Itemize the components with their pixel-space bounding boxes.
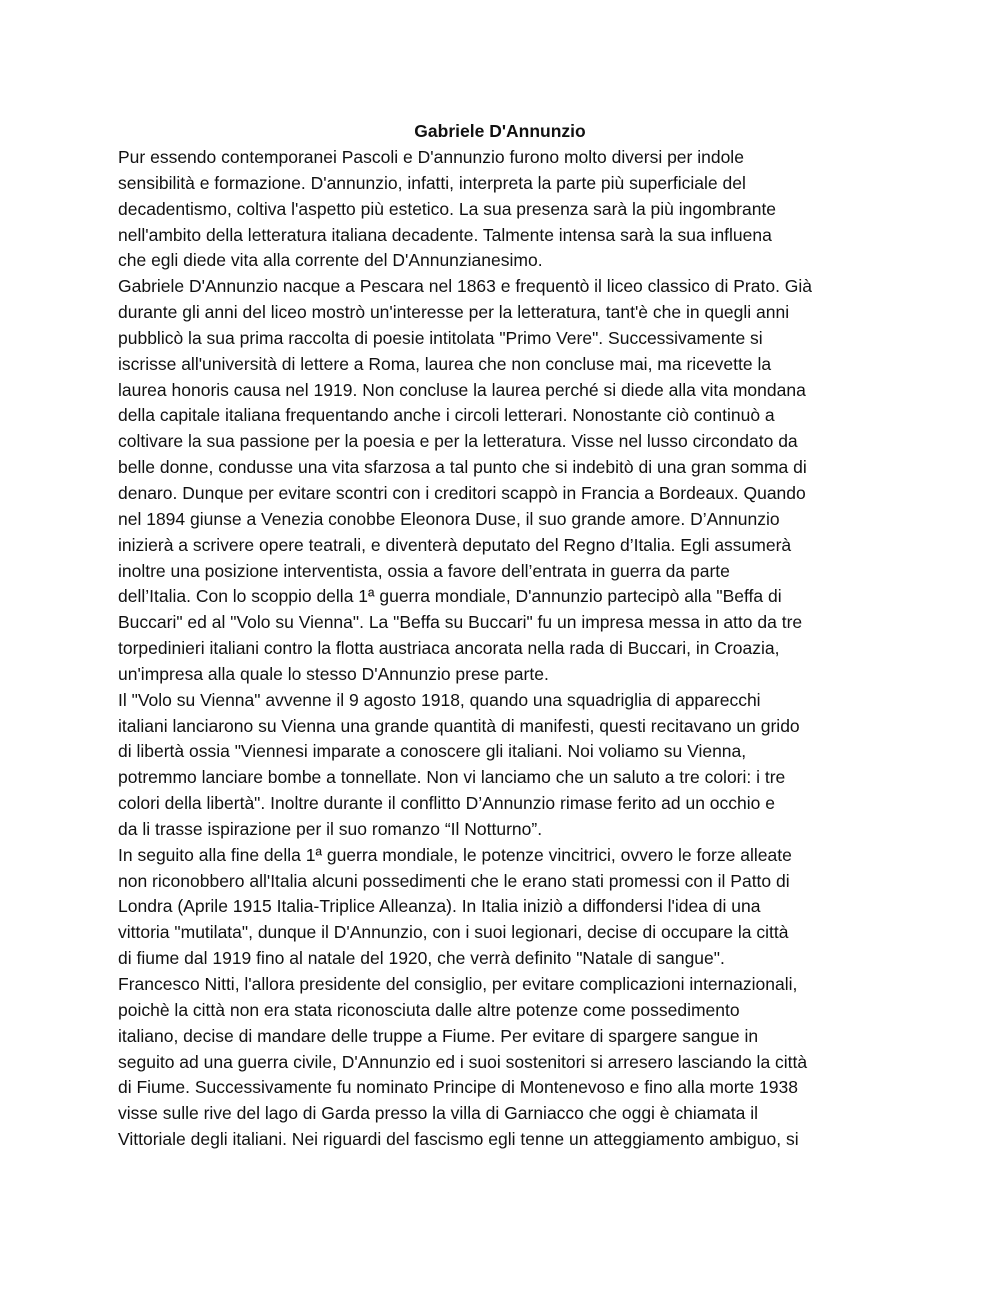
body-text-line: iscrisse all'università di lettere a Roma, laurea che non concluse mai, ma ricevette la: [118, 353, 772, 374]
body-text-line: visse sulle rive del lago di Garda presso la villa di Garniacco che oggi è chiamata il: [118, 1103, 759, 1124]
body-text-line: torpedinieri italiani contro la flotta austriaca ancorata nella rada di Buccari, in Croazia,: [118, 638, 780, 659]
body-text-line: vittoria "mutilata", dunque il D'Annunzio, con i suoi legionari, decise di occupare la città: [118, 922, 789, 943]
body-text-line: della capitale italiana frequentando anche i circoli letterari. Nonostante ciò continuò a: [118, 405, 775, 426]
body-text-line: pubblicò la sua prima raccolta di poesie intitolata "Primo Vere". Successivamente si: [118, 327, 763, 348]
body-text-line: In seguito alla fine della 1ª guerra mondiale, le potenze vincitrici, ovvero le forze alleate: [118, 844, 792, 865]
body-text-line: italiano, decise di mandare delle truppe a Fiume. Per evitare di spargere sangue in: [118, 1025, 759, 1046]
body-text-line: italiani lanciarono su Vienna una grande quantità di manifesti, questi recitavano un grido: [118, 715, 800, 736]
body-text-line: Pur essendo contemporanei Pascoli e D'annunzio furono molto diversi per indole: [118, 147, 744, 167]
body-text-line: di fiume dal 1919 fino al natale del 1920, che verrà definito "Natale di sangue".: [118, 948, 725, 969]
body-text-line: un'impresa alla quale lo stesso D'Annunzio prese parte.: [118, 663, 549, 684]
body-text-line: di Fiume. Successivamente fu nominato Principe di Montenevoso e fino alla morte 1938: [118, 1077, 798, 1098]
body-text-line: poichè la città non era stata riconosciuta dalle altre potenze come possedimento: [118, 999, 740, 1020]
body-text-line: inizierà a scrivere opere teatrali, e diventerà deputato del Regno d’Italia. Egli assumerà: [118, 534, 792, 555]
body-text-line: decadentismo, coltiva l'aspetto più estetico. La sua presenza sarà la più ingombrante: [118, 198, 777, 219]
body-text-line: Il "Volo su Vienna" avvenne il 9 agosto 1918, quando una squadriglia di apparecchi: [118, 689, 761, 710]
body-text-line: denaro. Dunque per evitare scontri con i creditori scappò in Francia a Bordeaux. Quando: [118, 482, 806, 503]
body-text-line: belle donne, condusse una vita sfarzosa a tal punto che si indebitò di una gran somma di: [118, 457, 807, 478]
body-text-line: Francesco Nitti, l'allora presidente del consiglio, per evitare complicazioni internazionali,: [118, 974, 798, 994]
body-text-line: coltivare la sua passione per la poesia e per la letteratura. Visse nel lusso circondato da: [118, 431, 798, 452]
body-text-line: inoltre una posizione interventista, ossia a favore dell’entrata in guerra da parte: [118, 560, 730, 581]
body-text-line: di libertà ossia "Viennesi imparate a conoscere gli italiani. Noi voliamo su Vienna,: [118, 741, 747, 762]
body-text-line: Vittoriale degli italiani. Nei riguardi del fascismo egli tenne un atteggiamento ambiguo, si: [118, 1129, 799, 1150]
body-text-line: seguito ad una guerra civile, D'Annunzio ed i suoi sostenitori si arresero lasciando la città: [118, 1051, 808, 1072]
body-text-line: sensibilità e formazione. D'annunzio, infatti, interpreta la parte più superficiale del: [118, 172, 746, 193]
body-text-line: Gabriele D'Annunzio nacque a Pescara nel 1863 e frequentò il liceo classico di Prato. Già: [118, 276, 813, 297]
body-text-line: laurea honoris causa nel 1919. Non concluse la laurea perché si diede alla vita mondana: [118, 379, 806, 400]
body-text-line: Londra (Aprile 1915 Italia-Triplice Alleanza). In Italia iniziò a diffondersi l'idea di una: [118, 896, 761, 917]
document-title: Gabriele D'Annunzio: [414, 121, 586, 141]
body-text-line: nell'ambito della letteratura italiana decadente. Talmente intensa sarà la sua influena: [118, 224, 772, 245]
body-text-line: nel 1894 giunse a Venezia conobbe Eleonora Duse, il suo grande amore. D’Annunzio: [118, 508, 780, 529]
body-text-line: che egli diede vita alla corrente del D'Annunzianesimo.: [118, 250, 543, 271]
body-text-line: dell’Italia. Con lo scoppio della 1ª guerra mondiale, D'annunzio partecipò alla "Beffa di: [118, 586, 782, 607]
document-body: [118, 145, 888, 1153]
body-text-line: da li trasse ispirazione per il suo romanzo “Il Notturno”.: [118, 818, 543, 839]
body-text-line: potremmo lanciare bombe a tonnellate. Non vi lanciamo che un saluto a tre colori: i tre: [118, 767, 786, 788]
body-text-line: non riconobbero all'Italia alcuni possedimenti che le erano stati promessi con il Patto di: [118, 870, 790, 891]
body-text-line: Buccari" ed al "Volo su Vienna". La "Beffa su Buccari" fu un impresa messa in atto da tre: [118, 612, 803, 633]
body-text-line: colori della libertà". Inoltre durante il conflitto D’Annunzio rimase ferito ad un occhio e: [118, 793, 775, 814]
body-text-line: durante gli anni del liceo mostrò un'interesse per la letteratura, tant'è che in quegli anni: [118, 302, 790, 323]
